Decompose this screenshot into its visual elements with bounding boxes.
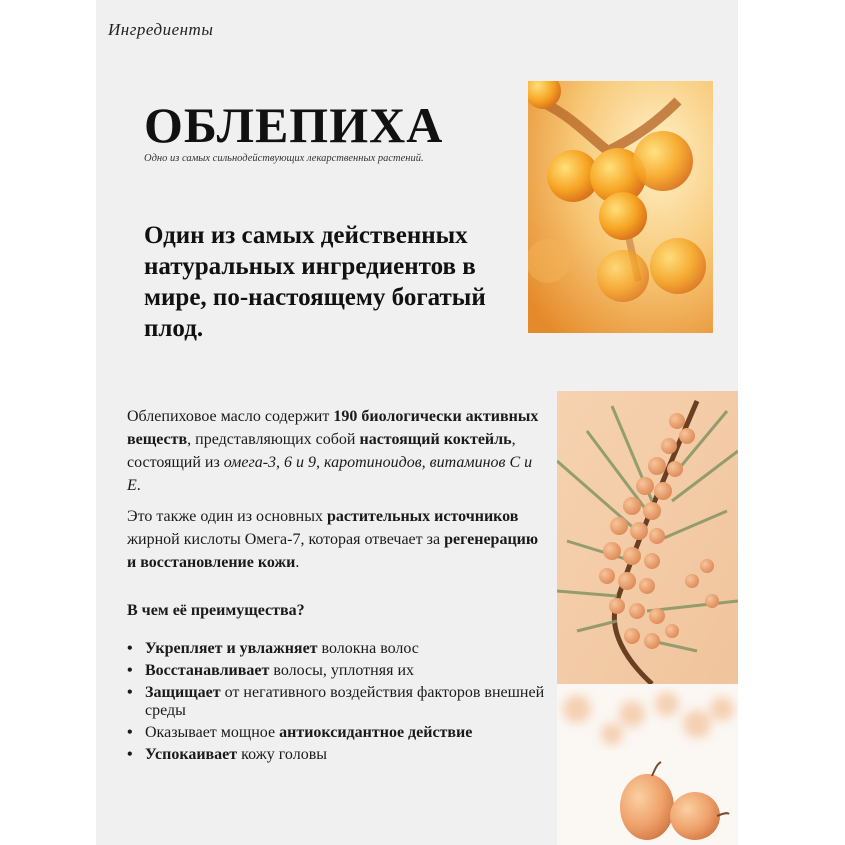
section-label: Ингредиенты bbox=[108, 20, 214, 39]
para1-italic-1: омега-3, 6 и 9, каротиноидов, витаминов С и Е bbox=[127, 454, 533, 494]
sea-buckthorn-branch-photo bbox=[557, 391, 738, 684]
omega7-paragraph bbox=[127, 505, 547, 574]
list-item: • Восстанавливает волосы, уплотняя их bbox=[127, 662, 415, 679]
para1-text-4: . bbox=[136, 477, 141, 494]
bullet-icon: • bbox=[127, 724, 133, 741]
bullet-icon: • bbox=[127, 684, 133, 701]
composition-paragraph bbox=[127, 405, 547, 497]
benefits-heading: В чем её преимущества? bbox=[127, 602, 305, 619]
bullet-icon: • bbox=[127, 662, 133, 679]
para1-text-3: , состоящий из bbox=[127, 431, 516, 471]
sea-buckthorn-berries-photo bbox=[528, 81, 713, 333]
list-item: • Оказывает мощное антиоксидантное действие bbox=[127, 724, 473, 741]
bullet-icon: • bbox=[127, 640, 133, 657]
para2-bold-2: регенерацию и восстановление кожи bbox=[127, 531, 539, 571]
list-item: • Защищает от негативного воздействия факторов внешней среды bbox=[127, 684, 545, 719]
para2-text-1: Это также один из основных bbox=[127, 508, 327, 525]
para2-bold-1: растительных источников bbox=[326, 508, 519, 525]
headline-text: Один из самых действенных натуральных ингредиентов в мире, по-настоящему богатый плод. bbox=[144, 222, 486, 342]
para1-text-1: Облепиховое масло содержит bbox=[127, 408, 334, 425]
list-item: • Укрепляет и увлажняет волокна волос bbox=[127, 640, 419, 657]
benefits-list bbox=[127, 640, 547, 768]
bullet-icon: • bbox=[127, 746, 133, 763]
page-subtitle: Одно из самых сильнодействующих лекарственных растений. bbox=[144, 153, 424, 164]
page-title: ОБЛЕПИХА bbox=[144, 97, 444, 153]
list-item: • Успокаивает кожу головы bbox=[127, 746, 327, 763]
para1-bold-1: 190 биологически активных веществ bbox=[127, 408, 539, 448]
para1-bold-2: настоящий коктейль bbox=[359, 431, 512, 448]
para1-text-2: , представляющих собой bbox=[187, 431, 360, 448]
berries-closeup-photo bbox=[557, 684, 738, 845]
para2-text-3: . bbox=[295, 554, 300, 571]
para2-text-2: жирной кислоты Омега-7, которая отвечает за bbox=[127, 531, 445, 548]
